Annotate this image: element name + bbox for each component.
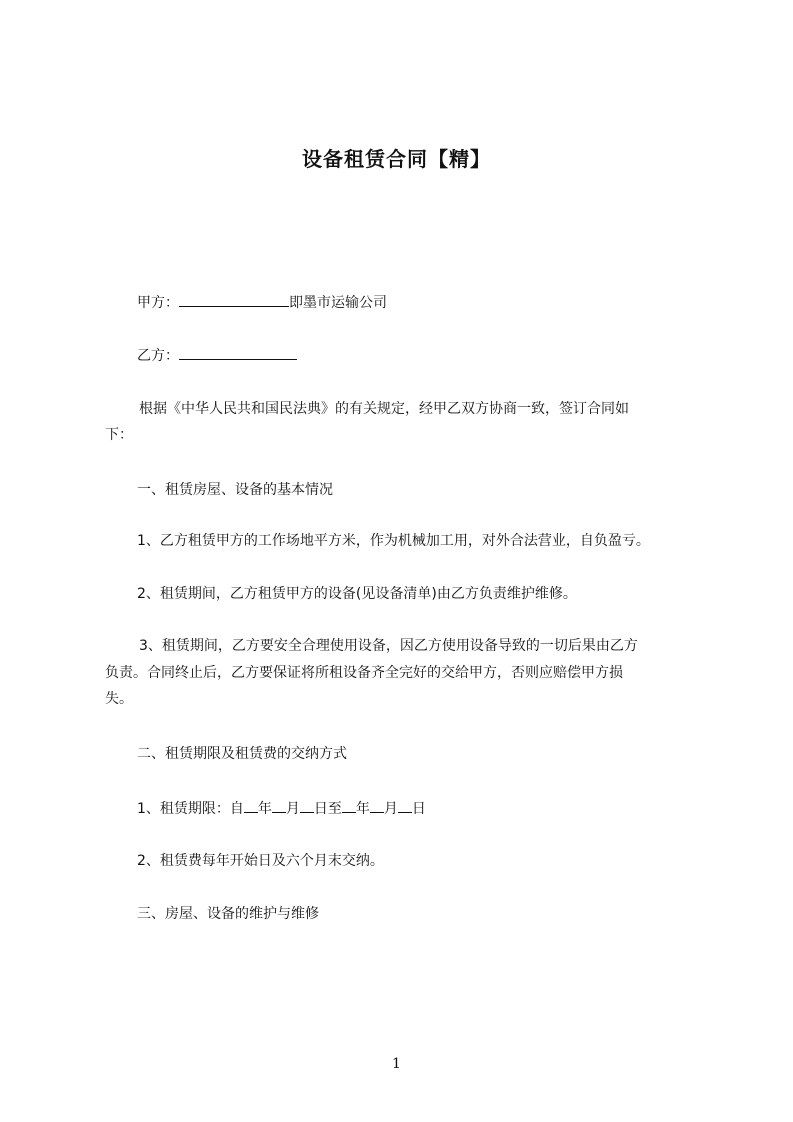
lease-term-prefix: 1、租赁期限：自 xyxy=(137,801,244,817)
party-a-line xyxy=(137,292,387,313)
section-1-item-3-line-1: 3、租赁期间，乙方要安全合理使用设备，因乙方使用设备导致的一切后果由乙方 xyxy=(139,638,638,654)
party-b-line xyxy=(137,345,297,366)
intro-line-2: 下： xyxy=(105,427,133,443)
party-a-label: 甲方： xyxy=(137,295,179,311)
section-2-heading: 二、租赁期限及租赁费的交纳方式 xyxy=(137,746,347,762)
party-a-blank xyxy=(179,292,289,307)
party-a-value: 即墨市运输公司 xyxy=(289,295,387,311)
start-month-blank xyxy=(272,798,286,813)
end-year-label: 年 xyxy=(355,801,370,817)
start-year-label: 年 xyxy=(257,801,272,817)
section-2-item-1 xyxy=(137,798,426,819)
end-day-blank xyxy=(398,798,412,813)
section-1-item-3-line-2: 负责。合同终止后，乙方要保证将所租设备齐全完好的交给甲方，否则应赔偿甲方损 xyxy=(105,665,623,681)
start-year-blank xyxy=(244,798,258,813)
section-3-heading: 三、房屋、设备的维护与维修 xyxy=(137,906,319,922)
section-1-item-3-line-3: 失。 xyxy=(105,691,133,707)
page-number: 1 xyxy=(392,1056,401,1072)
intro-line-1: 根据《中华人民共和国民法典》的有关规定，经甲乙双方协商一致，签订合同如 xyxy=(139,401,629,417)
party-b-label: 乙方： xyxy=(137,348,179,364)
party-b-blank xyxy=(179,345,297,360)
document-title: 设备租赁合同【精】 xyxy=(302,147,491,171)
section-1-heading: 一、租赁房屋、设备的基本情况 xyxy=(137,482,333,498)
start-day-blank xyxy=(300,798,314,813)
start-day-label: 日至 xyxy=(313,801,342,817)
end-month-blank xyxy=(370,798,384,813)
section-1-item-1: 1、乙方租赁甲方的工作场地平方米，作为机械加工用，对外合法营业，自负盈亏。 xyxy=(137,533,650,549)
end-month-label: 月 xyxy=(383,801,398,817)
end-year-blank xyxy=(342,798,356,813)
end-day-label: 日 xyxy=(411,801,426,817)
section-1-item-2: 2、租赁期间，乙方租赁甲方的设备(见设备清单)由乙方负责维护维修。 xyxy=(137,586,577,602)
section-2-item-2: 2、租赁费每年开始日及六个月末交纳。 xyxy=(137,853,384,869)
start-month-label: 月 xyxy=(285,801,300,817)
